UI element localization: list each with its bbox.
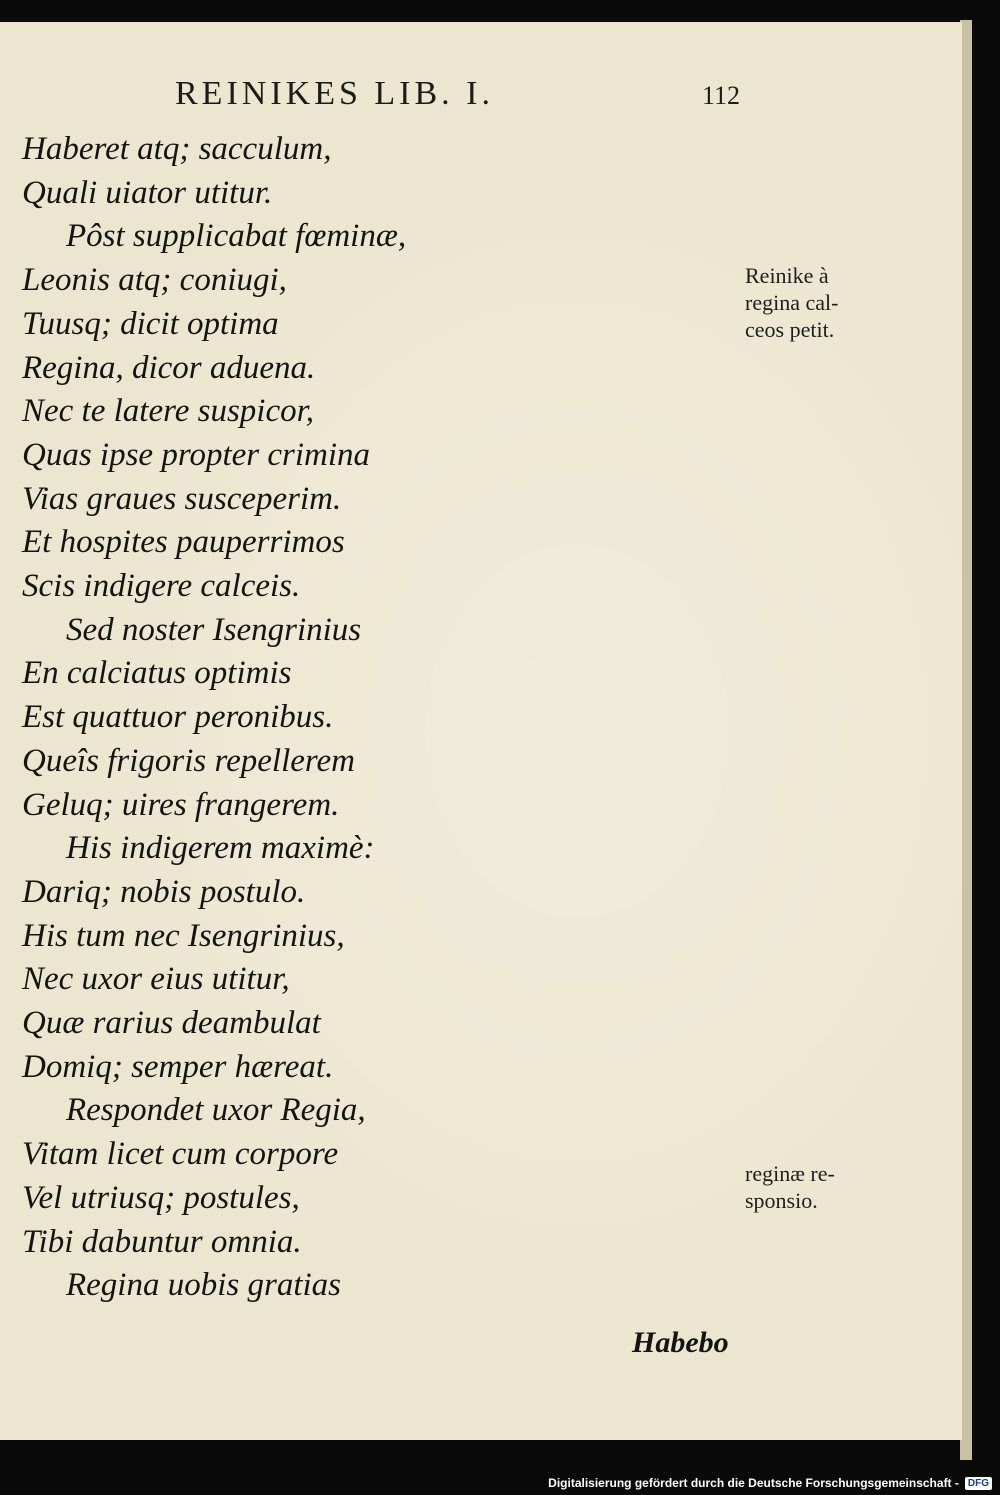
verse-line: Est quattuor peronibus. (22, 699, 334, 736)
verse-line: Vitam licet cum corpore (22, 1136, 339, 1173)
verse-line: Queîs frigoris repellerem (22, 742, 356, 779)
verse-line: En calciatus optimis (22, 655, 292, 692)
marginal-line: reginæ re- (745, 1161, 835, 1186)
marginal-line: regina cal- (745, 290, 839, 315)
verse-line: Tibi dabuntur omnia. (22, 1223, 302, 1260)
verse-line: Pôst supplicabat fœminæ, (66, 218, 407, 255)
marginal-line: ceos petit. (745, 317, 835, 342)
verse-line: His tum nec Isengrinius, (22, 917, 345, 954)
verse-line: Sed noster Isengrinius (66, 611, 362, 648)
marginal-line: sponsio. (745, 1188, 818, 1213)
dfg-logo-icon: DFG (965, 1477, 992, 1490)
running-head-title: REINIKES LIB. I. (175, 75, 494, 112)
verse-line: Tuusq; dicit optima (22, 305, 279, 342)
verse-line: Et hospites pauperrimos (22, 524, 345, 561)
page-number: 112 (702, 81, 741, 110)
verse-line: Scis indigere calceis. (22, 568, 301, 605)
marginal-line: Reinike à (745, 263, 829, 288)
verse-line: Dariq; nobis postulo. (22, 873, 306, 910)
verse-line: Respondet uxor Regia, (66, 1092, 366, 1129)
verse-line: Quæ rarius deambulat (22, 1005, 321, 1042)
footer-bar (0, 1471, 1000, 1495)
verse-line: Vel utriusq; postules, (22, 1179, 300, 1216)
verse-text (22, 128, 702, 1308)
verse-line: Regina uobis gratias (66, 1267, 342, 1304)
verse-line: Nec uxor eius utitur, (22, 961, 290, 998)
verse-line: Quas ipse propter crimina (22, 436, 371, 473)
marginal-note-2 (745, 1160, 835, 1214)
funding-notice: Digitalisierung gefördert durch die Deutsche Forschungsgemeinschaft - (548, 1476, 959, 1490)
verse-line: Quali uiator utitur. (22, 174, 273, 211)
verse-line: Nec te latere suspicor, (22, 393, 315, 430)
verse-line: His indigerem maximè: (66, 830, 375, 867)
verse-line: Regina, dicor aduena. (22, 349, 316, 386)
verse-line: Geluq; uires frangerem. (22, 786, 340, 823)
catchword: Habebo (632, 1326, 729, 1359)
verse-line: Haberet atq; sacculum, (22, 131, 332, 167)
marginal-note-1 (745, 262, 838, 343)
verse-line: Leonis atq; coniugi, (22, 262, 287, 299)
verse-line: Domiq; semper hæreat. (22, 1048, 334, 1085)
verse-line: Vias graues susceperim. (22, 480, 342, 517)
